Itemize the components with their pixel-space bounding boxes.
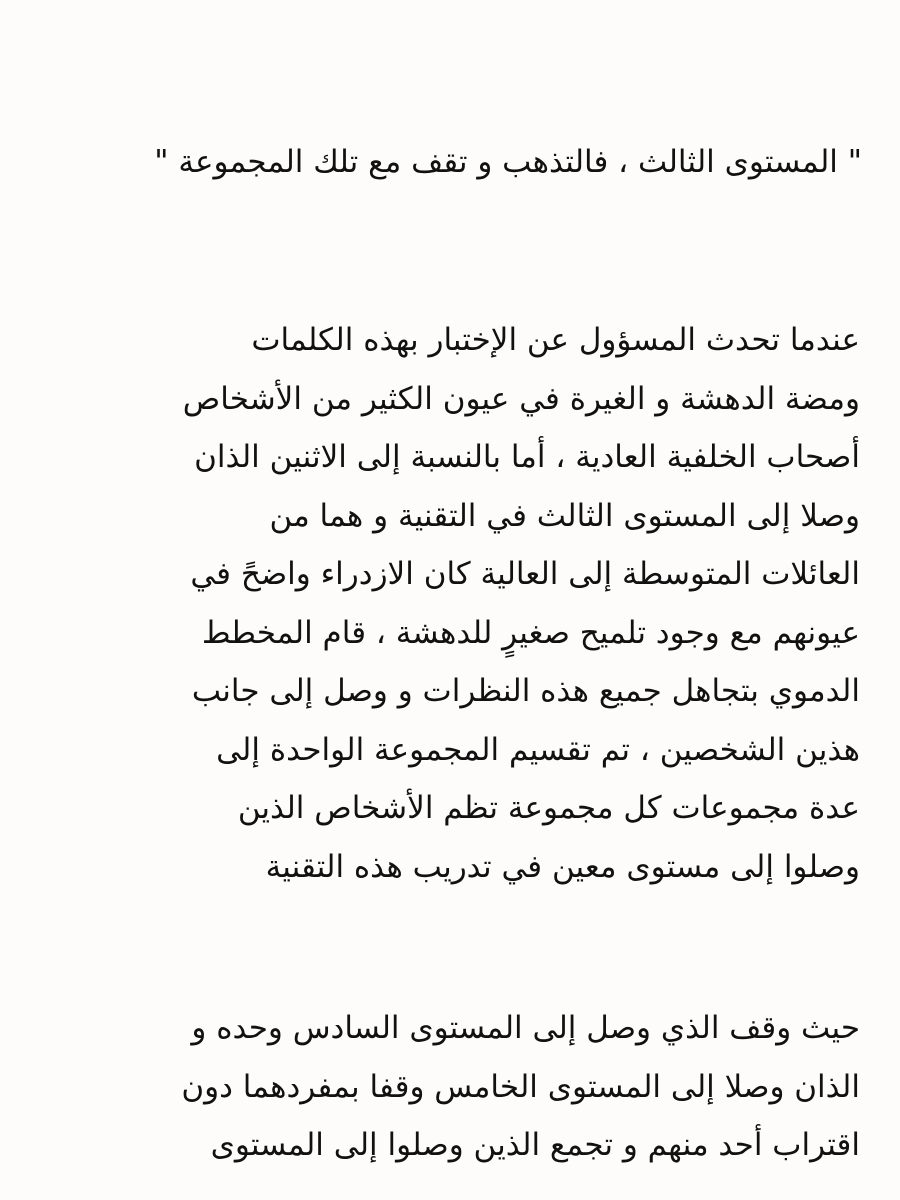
paragraph-1-line-9: عدة مجموعات كل مجموعة تظم الأشخاص الذين [237,790,860,826]
paragraph-2-line-3: اقتراب أحد منهم و تجمع الذين وصلوا إلى المستوى [210,1127,860,1163]
paragraph-2-line-2: الذان وصلا إلى المستوى الخامس وقفا بمفردهما دون [181,1068,860,1105]
paragraph-1-line-8: هذين الشخصين ، تم تقسيم المجموعة الواحدة إلى [216,731,860,768]
paragraph-1-line-2: ومضة الدهشة و الغيرة في عيون الكثير من الأشخاص [182,380,860,417]
paragraph-1-line-10: وصلوا إلى مستوى معين في تدريب هذه التقنية [265,848,860,885]
paragraph-1-line-7: الدموي بتجاهل جميع هذه النظرات و وصل إلى جانب [191,673,860,709]
paragraph-1 [40,311,860,896]
paragraph-2 [40,999,860,1175]
paragraph-2-line-1: حيث وقف الذي وصل إلى المستوى السادس وحده و [191,1010,860,1046]
paragraph-1-line-5: العائلات المتوسطة إلى العالية كان الازدراء واضحً في [190,556,860,592]
paragraph-1-line-6: عيونهم مع وجود تلميح صغيرٍ للدهشة ، قام المخطط [201,614,860,651]
paragraph-1-line-1: عندما تحدث المسؤول عن الإختبار بهذه الكلمات [251,322,860,358]
paragraph-1-line-3: أصحاب الخلفية العادية ، أما بالنسبة إلى الاثنين الذان [194,439,860,475]
paragraph-1-line-4: وصلا إلى المستوى الثالث في التقنية و هما من [269,497,860,534]
quote-line: " المستوى الثالث ، فالتذهب و تقف مع تلك المجموعة " [154,144,862,180]
